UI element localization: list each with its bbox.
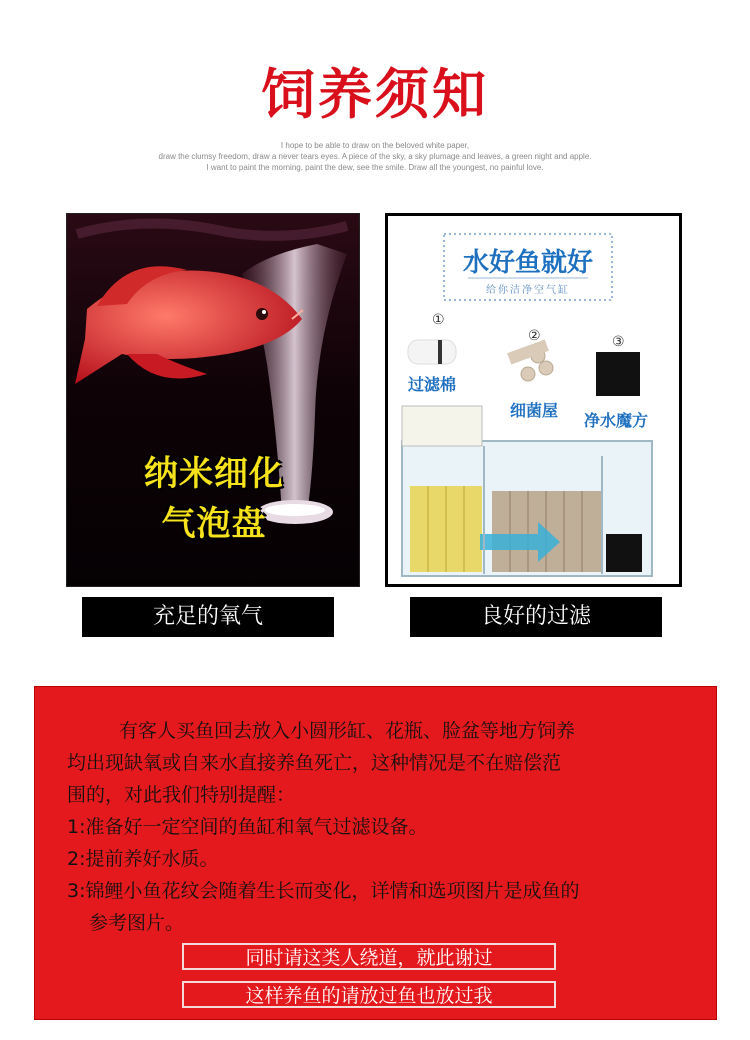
item-2-label: 细菌屋 [510, 401, 559, 420]
notice-line-4: 1:准备好一定空间的鱼缸和氧气过滤设备。 [67, 816, 428, 838]
notice-line-2: 均出现缺氧或自来水直接养鱼死亡，这种情况是不在赔偿范 [67, 752, 562, 774]
item-3-label: 净水魔方 [584, 411, 649, 430]
notice-line-1: 有客人买鱼回去放入小圆形缸、花瓶、脸盆等地方饲养 [119, 720, 576, 742]
item-1-number: ① [432, 312, 445, 328]
notice-text [67, 715, 697, 939]
subtitle-line-2: draw the clumsy freedom, draw a never tears eyes. A piece of the sky, a sky plumage and leaves, a green night and apple. [158, 152, 592, 161]
notice-line-3: 围的，对此我们特别提醒： [67, 784, 296, 806]
filter-system-image [385, 213, 682, 587]
notice-banner-1: 同时请这类人绕道，就此谢过 [182, 943, 556, 970]
notice-line-5: 2:提前养好水质。 [67, 848, 219, 870]
item-1-label: 过滤棉 [408, 375, 457, 394]
caption-filter: 良好的过滤 [410, 597, 662, 637]
left-label-line-1: 纳米细化 [144, 454, 284, 494]
caption-oxygen: 充足的氧气 [82, 597, 334, 637]
banner-title: 水好鱼就好 [462, 248, 593, 278]
notice-banner-2: 这样养鱼的请放过鱼也放过我 [182, 981, 556, 1008]
banner-subtitle: 给你洁净空气缸 [486, 285, 570, 296]
item-3-number: ③ [612, 334, 625, 350]
item-2-number: ② [528, 328, 541, 344]
left-label-line-2: 气泡盘 [161, 504, 267, 544]
page-title: 饲养须知 [261, 63, 489, 126]
bubble-disc-image [66, 213, 360, 587]
notice-line-7: 参考图片。 [89, 912, 185, 934]
notice-box [34, 686, 717, 1020]
subtitle-line-1: I hope to be able to draw on the beloved white paper, [280, 141, 470, 150]
subtitle-line-3: I want to paint the morning, paint the dew, see the smile. Draw all the youngest, no painful love. [206, 163, 544, 172]
notice-line-6: 3:锦鲤小鱼花纹会随着生长而变化，详情和选项图片是成鱼的 [67, 880, 580, 902]
